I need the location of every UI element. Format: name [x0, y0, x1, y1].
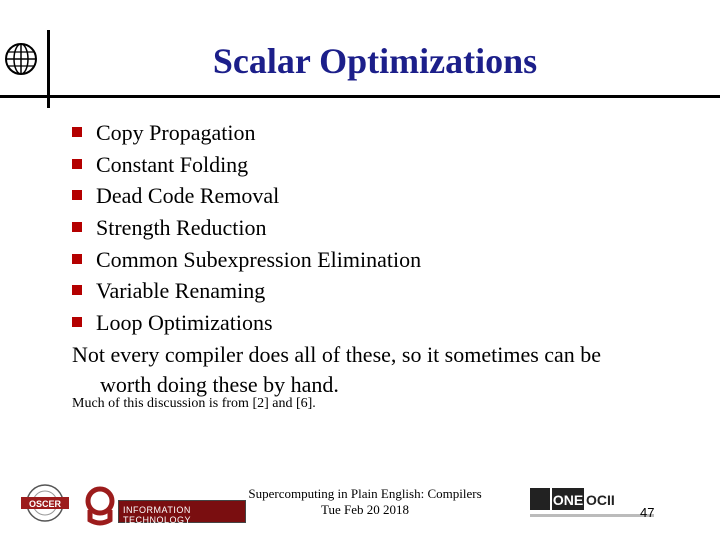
horizontal-rule [0, 95, 720, 98]
bullet-square-icon [72, 317, 82, 327]
ou-logo [82, 486, 118, 526]
oscer-logo [15, 483, 75, 523]
bullet-item: Strength Reduction [72, 212, 421, 244]
svg-text:OCII: OCII [586, 492, 615, 508]
oneocii-logo [530, 486, 654, 522]
bullet-list [72, 117, 421, 339]
oscer-logo-text: OSCER [28, 499, 62, 509]
footer-line2: Tue Feb 20 2018 [320, 502, 409, 517]
globe-icon [4, 42, 38, 76]
bullet-square-icon [72, 254, 82, 264]
body-note [72, 340, 672, 400]
information-technology-logo [118, 500, 246, 523]
bullet-item: Dead Code Removal [72, 180, 421, 212]
information-technology-logo-text: INFORMATION TECHNOLOGY [123, 505, 192, 525]
bullet-square-icon [72, 127, 82, 137]
svg-text:ONE: ONE [552, 492, 584, 508]
bullet-item: Copy Propagation [72, 117, 421, 149]
slide-title: Scalar Optimizations [212, 41, 538, 81]
bullet-item: Constant Folding [72, 149, 421, 181]
body-note-line2: worth doing these by hand. [100, 372, 339, 397]
bullet-square-icon [72, 159, 82, 169]
bullet-item: Variable Renaming [72, 275, 421, 307]
bullet-item: Loop Optimizations [72, 307, 421, 339]
bullet-square-icon [72, 222, 82, 232]
page-number: 47 [640, 505, 655, 520]
source-note: Much of this discussion is from [2] and [6]. [72, 396, 316, 411]
footer-text [230, 486, 500, 518]
footer-line1: Supercomputing in Plain English: Compilers [248, 486, 482, 501]
bullet-item: Common Subexpression Elimination [72, 244, 421, 276]
bullet-square-icon [72, 190, 82, 200]
body-note-line1: Not every compiler does all of these, so it sometimes can be [72, 342, 602, 367]
bullet-square-icon [72, 285, 82, 295]
